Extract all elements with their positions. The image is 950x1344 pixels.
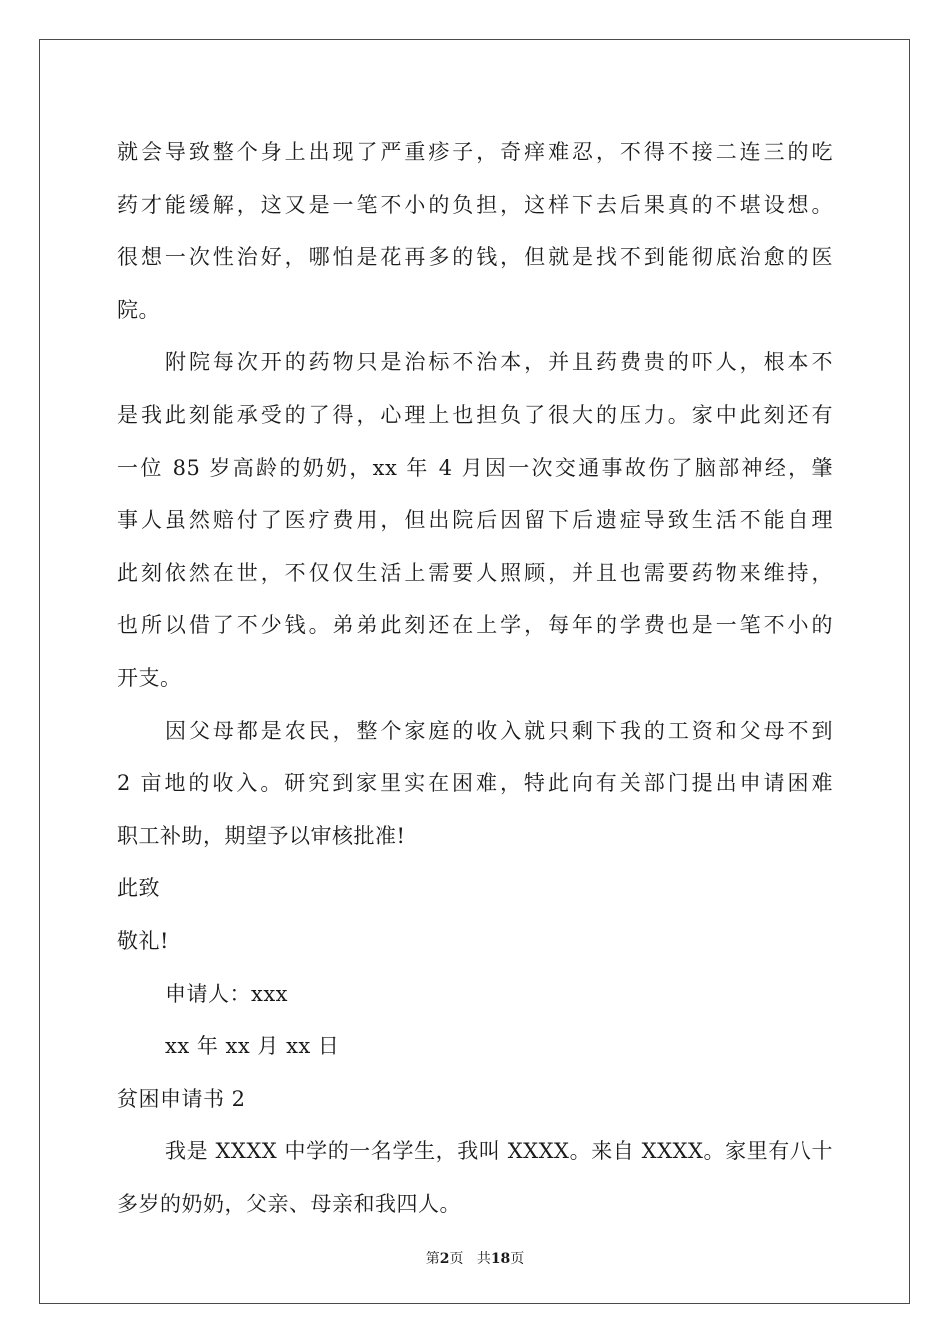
- text-line: 就会导致整个身上出现了严重疹子，奇痒难忍，不得不接二连三的吃: [117, 140, 833, 164]
- salutation-line: 此致: [117, 876, 160, 901]
- text-line: 2 亩地的收入。研究到家里实在困难，特此向有关部门提出申请困难: [117, 771, 833, 796]
- text-line: 是我此刻能承受的了得，心理上也担负了很大的压力。家中此刻还有: [117, 402, 833, 427]
- text-line: 也所以借了不少钱。弟弟此刻还在上学，每年的学费也是一笔不小的: [117, 613, 833, 638]
- closing-line: 敬礼!: [117, 928, 169, 953]
- text-line: 职工补助，期望予以审核批准!: [117, 823, 406, 848]
- text-line: 多岁的奶奶，父亲、母亲和我四人。: [117, 1191, 461, 1216]
- text-line: 开支。: [117, 665, 182, 690]
- document-body: [117, 126, 833, 1230]
- text-line: 一位 85 岁高龄的奶奶，xx 年 4 月因一次交通事故伤了脑部神经，肇: [117, 455, 833, 480]
- page-number: 2: [439, 1251, 450, 1267]
- paragraph-start-line: 因父母都是农民，整个家庭的收入就只剩下我的工资和父母不到: [165, 718, 833, 743]
- text-line: 此刻依然在世，不仅仅生活上需要人照顾，并且也需要药物来维持，: [117, 560, 833, 585]
- paragraph-start-line: 我是 XXXX 中学的一名学生，我叫 XXXX。来自 XXXX。家里有八十: [165, 1139, 833, 1164]
- page-suffix: 页: [449, 1251, 464, 1267]
- section-title: 贫困申请书 2: [117, 1086, 246, 1111]
- paragraph-start-line: 附院每次开的药物只是治标不治本，并且药费贵的吓人，根本不: [165, 350, 833, 375]
- page-prefix: 第: [425, 1251, 440, 1267]
- text-line: 药才能缓解，这又是一笔不小的负担，这样下去后果真的不堪设想。: [117, 192, 833, 217]
- total-prefix: 共: [476, 1251, 491, 1267]
- applicant-line: 申请人：xxx: [165, 981, 289, 1006]
- page-footer: [0, 1248, 950, 1268]
- text-line: 很想一次性治好，哪怕是花再多的钱，但就是找不到能彻底治愈的医: [117, 245, 833, 270]
- text-line: 事人虽然赔付了医疗费用，但出院后因留下后遗症导致生活不能自理: [117, 508, 833, 533]
- total-suffix: 页: [510, 1251, 525, 1267]
- text-line: 院。: [117, 297, 160, 322]
- total-pages: 18: [490, 1251, 511, 1267]
- date-line: xx 年 xx 月 xx 日: [165, 1034, 340, 1059]
